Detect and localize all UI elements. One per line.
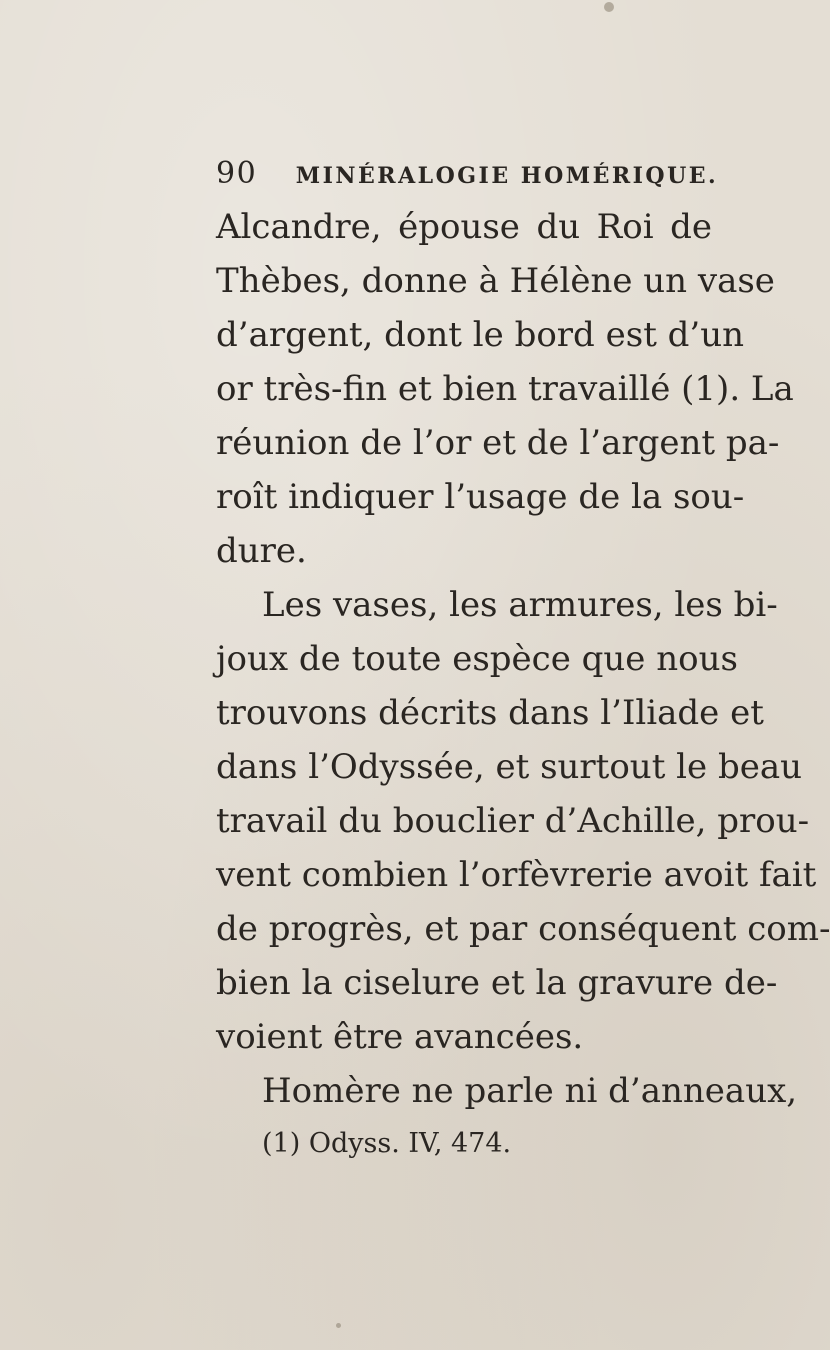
text-line: de progrès, et par conséquent com- <box>216 909 830 949</box>
text-line: réunion de l’or et de l’argent pa- <box>216 423 780 463</box>
text-line: dans l’Odyssée, et surtout le beau <box>216 747 803 787</box>
text-line: Homère ne parle ni d’anneaux, <box>262 1071 798 1111</box>
text-line: Alcandre, épouse du Roi de <box>216 207 712 247</box>
text-line: d’argent, dont le bord est d’un <box>216 315 745 355</box>
running-title: MINÉRALOGIE HOMÉRIQUE. <box>295 163 719 189</box>
paper-speck <box>336 1323 341 1328</box>
text-line: trouvons décrits dans l’Iliade et <box>216 693 764 733</box>
page-number: 90 <box>216 156 258 191</box>
text-line: travail du bouclier d’Achille, prou- <box>216 801 810 841</box>
text-line: Les vases, les armures, les bi- <box>262 585 778 625</box>
text-line: vent combien l’orfèvrerie avoit fait <box>216 855 817 895</box>
text-line: dure. <box>216 531 307 571</box>
text-line: bien la ciselure et la gravure de- <box>216 963 778 1003</box>
footnote: (1) Odyss. IV, 474. <box>262 1128 512 1159</box>
paper-speck <box>604 2 614 12</box>
text-line: or très-fin et bien travaillé (1). La <box>216 369 794 409</box>
text-line: joux de toute espèce que nous <box>216 639 738 679</box>
text-line: voient être avancées. <box>216 1017 584 1057</box>
running-header <box>216 156 718 196</box>
text-line: Thèbes, donne à Hélène un vase <box>216 261 775 301</box>
text-line: roît indiquer l’usage de la sou- <box>216 477 745 517</box>
